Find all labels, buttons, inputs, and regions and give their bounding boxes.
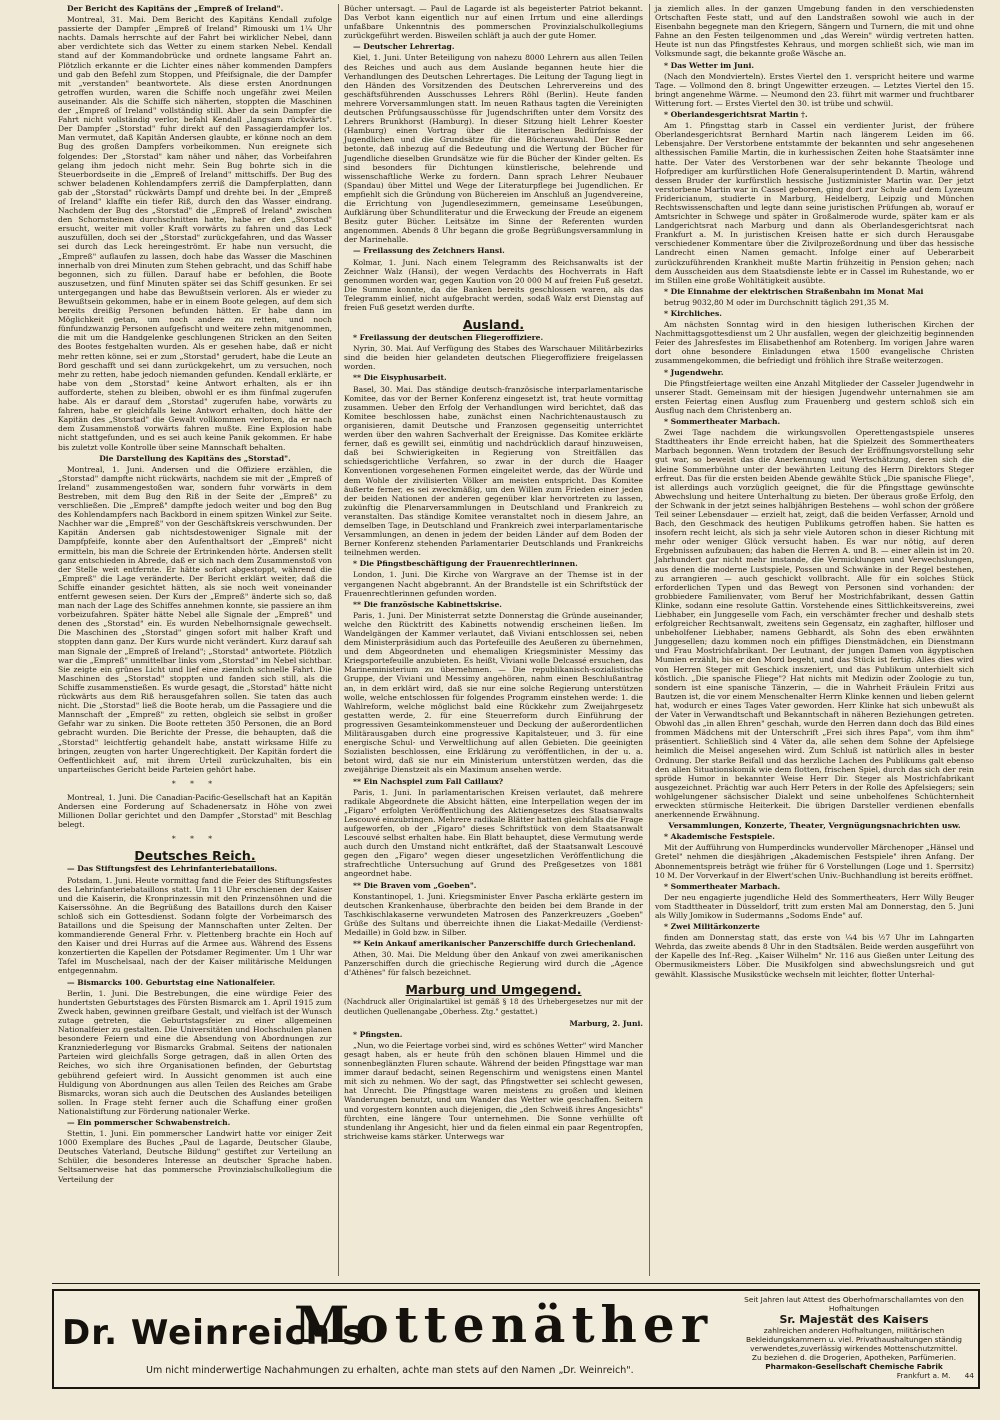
article-wetter: (Nach den Mondvierteln). Erstes Viertel den 1. verspricht heitere und warme Tage. — Vollmond den 8. bringt Ungewitter erzeugen. — Letztes Viertel den 15. bringt angenehme Wärme. — Neumond den 23. führt mit warmer und fruchtbarer Witterung fort. — Erstes Viertel den 30. ist trübe und schwül. [655,71,974,108]
article-jugendwehr: Die Pfingstfeiertage weilten eine Anzahl Mitglieder der Casseler Jugendwehr in unserer Stadt. Gemeinsam mit der hiesigen Jugendwehr unternahmen sie am ersten Feiertag einen Ausflug zum Frauenberg und gestern schloß sich ein Ausflug nach dem Christenberg an. [655,378,974,415]
headline-martin: * Oberlandesgerichtsrat Martin †. [664,110,808,120]
headline-panzerschiffe: ** Kein Ankauf amerikanischer Panzerschiffe durch Griechenland. [353,939,636,949]
headline-wetter: * Das Wetter im Juni. [664,60,754,70]
headline-goeben: ** Die Braven vom „Goeben". [353,880,477,890]
article-pfingsten-continued: ja ziemlich alles. In der ganzen Umgebung fanden in den verschiedensten Ortschaften Feste statt, und auf den Landstraßen sowohl wie auch in der Eisenbahn begegnete man den Kriegern, Sängern und Turnern, die mit und ohne Fahne an den Festen teilgenommen und „das Werein" würdig vertreten hatten. Heute ist nun das Pfingstfestes Kehraus, und morgen schließt sich, wie man im Volksmunde sagt, die bekannte große Wäsche an. [655,4,974,59]
ad-kaiser: Sr. Majestät des Kaisers [779,1313,929,1326]
column-right [649,0,980,1282]
article-bismarck: Berlin, 1. Juni. Die Bestrebungen, die eine würdige Feier des hundertsten Geburtstages des Fürsten Bismarck am 1. April 1915 zum Zweck haben, gewinnen greifbare Gestalt, und vielfach ist der Wunsch zutage getreten, die Geburtstagsfeier zu einer allgemeinen Nationalfeier zu gestalten. Die Universitäten und Hochschulen planen besondere Feiern und eine die Absendung von Abordnungen zur Kranzniederlegung vor Bismarcks Grabmal. Seitens der nationalen Parteien wird gleichfalls Sorge getragen, daß in allen Orten des Reiches, wo sich ihre Organisationen befinden, der Geburtstag gebührend gefeiert wird. In Aussicht genommen ist auch eine Huldigung von Abordnungen aus allen Teilen des Reiches am Grabe Bismarcks, woran sich auch die Deutschen des Auslandes beteiligen sollen. In Frage steht ferner auch die Schaffung einer großen Nationalstiftung zur Förderung nationaler Werke. [58,988,332,1116]
headline-sommertheater-2: * Sommertheater Marbach. [664,881,781,891]
reprint-note: (Nachdruck aller Originalartikel ist gemäß § 18 des Urhebergesetzes nur mit der deutlichen Quellenangabe „Oberhess. Ztg." gestattet.) [344,998,643,1016]
headline-militaerkonzerte: * Zwei Militärkonzerte [664,922,760,932]
ad-city-name: Frankfurt a. M. [896,1371,951,1380]
column-middle [338,0,649,1282]
ad-attest: Seit Jahren laut Attest des Oberhofmarschallamtes von den Hofhaltungen [744,1295,964,1313]
section-ausland: Ausland. [462,317,525,333]
article-hansi: Kolmar, 1. Juni. Nach einem Telegramm des Reichsanwalts ist der Zeichner Walz (Hansi), der wegen Verdachts des Hochverrats in Haft genommen worden war, gegen Kaution von 20 000 M auf freien Fuß gesetzt. Die Summe konnte, da die Banken bereits geschlossen waren, als das Telegramm einlief, nicht aufgebracht werden, sodaß Walz erst Dienstag auf freien Fuß gesetzt werden durfte. [344,257,643,312]
subsection-veranstaltungen: Versammlungen, Konzerte, Theater, Vergnügungsnachrichten usw. [668,821,961,831]
article-fliegeroffiziere: Nyrin, 30. Mai. Auf Verfügung des Stabes des Warschauer Militärbezirks sind die beiden hier gelandeten deutschen Fliegeroffiziere freigelassen worden. [344,344,643,372]
article-storstad: Montreal, 1. Juni. Andersen und die Offiziere erzählen, die „Storstad" dampfte nicht rückwärts, nachdem sie mit der „Empreß of Ireland" zusammengestoßen war, sondern fuhr vorwärts in dem Bestreben, mit dem Bug den Riß in der Seite der „Empreß" zu verschließen. Die „Empreß" dampfte jedoch weiter und bog den Bug des Kohlendampfers nach Backbord in einem spitzen Winkel zur Seite. Nachher war die „Empreß" von der Geschäftskreis verschwunden. Der Kapitän Andersen gab nichtsdestoweniger Signale mit der Dampfpfeife, konnte aber den Aufenthaltsort der „Empreß" nicht ermitteln, bis man die Schreie der Ertrinkenden hörte. Andersen stellt ganz entschieden in Abrede, daß er sich nach dem Zusammenstoß von der Stelle weit entfernte. Er hätte sofort abgestoppt, während die „Empreß" die Lage veränderte. Der Bericht erklärt weiter, daß die Schiffe einander gesichtet hätten, als sie noch weit voneinander entfernt gewesen seien. Der Kurs der „Empreß" änderte sich so, daß man nach der Lage des Schiffes annehmen konnte, sie passiere an ihm vorbeizufahren. Später hätte Nebel alle Signale der „Empreß" und denen des „Storstad" ein. Es wurden Nebelhornsignale gewechselt. Die Maschinen des „Storstad" gingen sofort mit halber Kraft und stoppten dann ganz. Der Kurs wurde nicht verändert. Kurz darauf sah man Signale der „Empreß of Ireland"; „Storstad" antwortete. Plötzlich war die „Empreß" unmittelbar links vom „Storstad" im Nebel sichtbar. Sie zeigte ein grünes Licht und lief eine ziemlich schnelle Fahrt. Die Maschinen des „Storstad" stoppten und fanden sich still, als die Schiffe zusammenstießen. Es wurde gesagt, die „Storstad" hätte nicht rückwärts aus dem Riß herausgefahren sollen. Sie taten das auch nicht. Die „Storstad" ließ die Boote herab, um die Passagiere und die Mannschaft der „Empreß" zu retten, obgleich sie selbst in großer Gefahr war zu sinken. Die Boote retteten 350 Personen, die an Bord gebracht wurden. Die Berichte der Presse, die behaupten, daß die „Storstad" leichtfertig gehandelt habe, anstatt wirksame Hilfe zu bringen, zeugten von harter Ungerechtigkeit. Der Kapitän fordert die Oeffentlichkeit auf, mit ihrem Urteil zurückzuhalten, bis ein unparteiisches Gericht beide Parteien gehört habe. [58,464,332,774]
article-lagarde-continued: Bücher untersagt. — Paul de Lagarde ist als begeisterter Patriot bekannt. Das Verbot kann eigentlich nur auf einen Irrtum und eine allerdings unfaßbare Unkenntnis des pommerschen Provinzialschulkollegiums zurückgeführt werden. Bisweilen schläft ja auch der gute Homer. [344,4,643,41]
ad-right-block [734,1295,974,1380]
article-schwabenstreich: Stettin, 1. Juni. Ein pommerscher Landwirt hatte vor einiger Zeit 1000 Exemplare des Buches „Paul de Lagarde, Deutscher Glaube, Deutsches Vaterland, Deutsche Bildung" gestiftet zur Verteilung an Schüler, die besonderes Interesse an deutscher Sprache haben. Seltsamerweise hat das pommersche Provinzialschulkollegium die Verteilung der [58,1129,332,1184]
article-stiftungsfest: Potsdam, 1. Juni. Heute vormittag fand die Feier des Stiftungsfestes des Lehrinfanteriebataillons statt. Um 11 Uhr erschienen der Kaiser und die Kaiserin, die Kronprinzessin mit den Prinzensöhnen und die Kaiserssöhne. An die Begrüßung des Bataillons durch den Kaiser schloß sich ein Gottesdienst. Sodann folgte der Vorbeimarsch des Bataillons und die Speisung der Mannschaften unter Zelten. Der kommandierende General Frhr. v. Plettenberg brachte ein Hoch auf den Kaiser und drei Hurras auf die Armee aus. Während des Essens konzertierten die Kapellen der Potsdamer Regimenter. Um 1 Uhr war Tafel im Muschelsaal, nach der der Kaiser militärische Meldungen entgegennahm. [58,875,332,976]
column-left [52,0,338,1282]
headline-sommertheater: * Sommertheater Marbach. [664,417,781,427]
headline-strassenbahn: * Die Einnahme der elektrischen Straßenbahn im Monat Mai [664,286,924,296]
ad-warning-text: Um nicht minderwertige Nachahmungen zu erhalten, achte man stets auf den Namen „Dr. Weinreich". [146,1365,634,1376]
headline-caillaux: ** Ein Nachspiel zum Fall Caillaux? [353,776,504,786]
ad-brand-name: Dr. Weinreich's [62,1313,364,1353]
article-kapitaen-bericht: Montreal, 31. Mai. Dem Bericht des Kapitäns Kendall zufolge passierte der Dampfer „Empreß of Ireland" Rimouski um 1¼ Uhr nachts. Damals herrschte auf der Fahrt bei wirklicher Nebel, dann aber verdichtete sich das Wetter zu einem starken Nebel. Kendall stand auf der Kommandobrücke und ordnete langsame Fahrt an. Plötzlich erkannte er die Lichter eines näher kommenden Dampfers und gab den Befehl zum Stoppen, und Pfeifsignale, die der Dampfer mit „verstanden" beantwortete. Als diese ersten Anordnungen getroffen wurden, waren die Schiffe noch ungefähr zwei Meilen auseinander. Als die Schiffe sich näherten, stoppten die Maschinen der „Empreß of Ireland" vollständig still. Aber da sein Dampfer die Fahrt nicht vollständig verlor, befahl Kendall „langsam rückwärts". Der Dampfer „Storstad" fuhr direkt auf den Passagierdampfer los. Man vermutet, daß Kapitän Andersen glaubte, er könne noch an dem Bug des großen Dampfers vorbeikommen. Nun ereignete sich folgendes: Der „Storstad" kam näher und näher, das Vorbeifahren gelang ihm jedoch nicht mehr. Sein Bug bohrte sich in die Steuerbordseite in die „Empreß of Ireland" mittschiffs. Der Bug des schwer beladenen Kohlendampfers zerriß die Dampferplatten, dann gab der „Storstad" rückwärts Dampf und drehte bei. In der „Empreß of Ireland" klaffte ein tiefer Riß, durch den das Wasser eindrang. Nachdem der Bug des „Storstad" die „Empreß of Ireland" zwischen den Schornsteinen durchschnitten hatte, habe er den „Storstad" ersucht, weiter mit voller Kraft vorwärts zu fahren und das Leck auszufüllen, doch sei der „Storstad" zurückgefahren, und das Wasser sei durch das Leck hereingeströmt. Er habe nun versucht, die „Empreß" auflaufen zu lassen, doch habe das Wasser die Maschinen innerhalb von drei Minuten zum Stehen gebracht, und das Schiff habe begonnen, sich zu füllen. Darauf habe er befohlen, die Boote auszusetzen, und fünf Minuten später sei das Schiff gesunken. Er sei untergegangen und habe das Bewußtsein verloren. Als er wieder zu Bewußtsein gekommen, habe er in einem Boote gelegen, auf dem sich bereits dreißig Personen befunden hätten. Er habe dann im Möglichkeit getan, um noch andere zu retten, und noch fünfundzwanzig Personen aufgefischt und weitere zehn mitgenommen, die mit um die Handgelenke geschlungenen Stricken an den Seiten des Bootes festgehalten wurden. Als er gesehen habe, daß er nicht mehr retten könne, sei er zum „Storstad" gerudert, habe die Leute an Bord geschafft und sei dann zurückgekehrt, um zu versuchen, noch mehr zu retten, habe jedoch niemanden gefunden. Kendall erklärte, er habe von dem „Storstad" keine Antwort erhalten, als er ihn aufforderte, stehen zu bleiben, obwohl er es ihm fünfmal zugerufen habe. Als er darauf dem „Storstad" zugerufen habe, vorwärts zu fahren, habe er gleichfalls keine Antwort erhalten, doch hätte der Kapitän des „Storstad" die Gewalt vollkommen verloren, da er nach dem Zusammenstoß vorwärts fahren mußte. Eine Explosion habe nicht stattgefunden, und es sei auch keine Panik gekommen. Er habe bis zuletzt volle Kontrolle über seine Mannschaft behalten. [58,15,332,452]
ad-city [734,1371,974,1380]
ad-product-name: Mottenäther [294,1295,714,1354]
article-caillaux: Paris, 1. Juni. In parlamentarischen Kreisen verlautet, daß mehrere radikale Abgeordnete die Absicht hätten, eine Interpellation wegen der im „Figaro" erfolgten Veröffentlichung des Aktiengesetzes des Staatsanwalts Lescouvé einzubringen. Mehrere radikale Blätter hatten gleichfalls die Frage aufgeworfen, ob der „Figaro" dieses Schriftstück von dem Staatsanwalt Lescouvé selbst erhalten habe. Ein Blatt behauptet, diese Vermutung werde auch durch den Umstand nicht entkräftet, daß der Staatsanwalt Lescouvé gegen den „Figaro" wegen dieser ungesetzlichen Veröffentlichung die strafrechtliche Untersuchung auf Grund des Preßgesetzes von 1881 angeordnet habe. [344,787,644,879]
ad-retailers: Zu beziehen d. die Drogerien, Apotheken, Parfümerien. [751,1353,957,1362]
headline-stiftungsfest: — Das Stiftungsfest des Lehrinfanteriebataillons. [67,864,278,874]
headline-kapitaen-bericht: Der Bericht des Kapitäns der „Empreß of Ireland". [67,4,284,13]
headline-hansi: — Freilassung des Zeichners Hansi. [353,246,505,256]
article-militaerkonzerte: finden am Donnerstag statt, das erste von ¼4 bis ½7 Uhr im Lahngarten Wehrda, das zweite abends 8 Uhr in den Stadtsälen. Beide werden ausgeführt von der Kapelle des Inf.-Reg. „Kaiser Wilhelm" Nr. 116 aus Gießen unter Leitung des Obermusikmeisters Löber. Die Musikfolgen sind abwechslungsreich und gut gewählt. Klassische Musikstücke wechseln mit leichter, flotter Unterhal- [655,933,974,979]
article-canadian-pacific: Montreal, 1. Juni. Die Canadian-Pacific-Gesellschaft hat an Kapitän Andersen eine Forderung auf Schadenersatz in Höhe von zwei Millionen Dollar gerichtet und den Dampfer „Storstad" mit Beschlag belegt. [58,792,332,830]
headline-lehrertag: — Deutscher Lehrertag. [353,42,455,52]
headline-bismarck: — Bismarcks 100. Geburtstag eine Nationalfeier. [67,977,276,987]
section-marburg: Marburg und Umgegend. [405,982,582,998]
article-goeben: Konstantinopel, 1. Juni. Kriegsminister Enver Pascha erklärte gestern im deutschen Krankenhause, überbrachte den beiden bei dem Brande in der Taschkischlakaserne verwundeten Matrosen des Panzerkreuzers „Goeben" Grüße des Sultans und überreichte ihnen die Liakat-Medaille (Verdienst-Medaille) in Gold bzw. in Silber. [344,891,643,937]
article-festspiele: Mit der Aufführung von Humperdincks wundervoller Märchenoper „Hänsel und Gretel" nehmen die diesjährigen „Akademischen Festspiele" ihren Anfang. Der Abonnementspreis beträgt wie früher für 6 Vorstellungen (Loge und 1. Sperrsitz) 10 M. Der Vorverkauf in der Elwert'schen Univ.-Buchhandlung ist bereits eröffnet. [655,843,974,880]
ad-company: Pharmakon-Gesellschaft Chemische Fabrik [765,1362,943,1371]
article-sisyphusarbeit: Basel, 30. Mai. Das ständige deutsch-französische interparlamentarische Komitee, das vor der Berner Konferenz eingesetzt ist, trat heute vormittag zusammen. Ueber den Erfolg der Verhandlungen wird berichtet, daß das Komitee beschlossen habe, zunächst einen Nachrichtenaustausch zu organisieren, damit Deutsche und Franzosen gegenseitig unterrichtet werden über den wahren Sachverhalt der Ereignisse. Das Komitee erklärte ferner, daß es gewillt sei, einmütig und nachdrücklich darauf hinzuweisen, daß bei Schwierigkeiten in Regierung von Streitfällen das schiedsgerichtliche Verfahren, so zwar in der durch die Haager Konventionen vorgesehenen Formen eingeleitet werde, das der Würde und dem Wohle der zivilisierten Völker am meisten entspricht. Das Komitee äußerte ferner, es sei zweckmäßig, um den Willen zum Frieden einer jeden der beiden Nationen der anderen gegenüber klar hervortreten zu lassen, zukünftig die Plenarversammlungen in Deutschland und Frankreich zu veranstalten. Das ständige Komitee veranstaltet noch in diesem Jahre, an demselben Tage, in Deutschland und Frankreich zwei interparlamentarische Versammlungen, an denen in jedem der beiden Länder auf dem Boden der Berner Konferenz stehenden Parlamentarier Deutschlands und Frankreichs teilnehmen werden. [344,384,643,558]
headline-festspiele: * Akademische Festspiele. [664,832,775,842]
ad-usage: zahlreichen anderen Hofhaltungen, militärischen Bekleidungskammern u. viel. Privathaushaltungen ständig verwendetes,zuverlässig wirkendes Mottenschutzmittel. [746,1326,962,1353]
dateline-marburg: Marburg, 2. Juni. [569,1018,643,1028]
headline-sisyphusarbeit: ** Die Eisyphusarbeit. [353,373,447,383]
article-frauenrechtlerinnen: London, 1. Juni. Die Kirche von Wargrave an der Themse ist in der vergangenen Nacht abgebrannt. An der Brandstelle ist ein Schriftstück der Frauenrechtlerinnen gefunden worden. [344,570,643,598]
article-kabinettskrise: Paris, 1. Juni. Der Ministerrat setzte Donnerstag die Gründe auseinander, welche den Rücktritt des Kabinetts notwendig erscheinen ließen. Im Wandelgängen der Kammer verlautet, daß Viviani entschlossen sei, neben dem Ministerpräsidium auch das Portefeuille des Aeußeren zu übernehmen, und dem Abgeordneten und ehemaligen Kriegsminister Messimy das Kriegsportefeuille anzubieten. Es heißt, Viviani wolle Delcassé ersuchen, das Marineministerium zu übernehmen. — Die republikanisch-sozialistische Gruppe, der Viviani und Messimy angehören, nahm einen Beschlußantrag an, in dem erklärt wird, daß sie nur eine solche Regierung unterstützen wolle, welche entschlossen für folgendes Programm einstehen werde: 1. die Wahlreform, welche möglichst bald eine Rückkehr zum Zweijahrgesetz gestatten werde, 2. für eine Steuerreform durch Einführung der progressiven Gesamteinkommensteuer und Deckung der außerordentlichen Militärausgaben durch eine progressive Kapitalsteuer, und 3. für eine energische Schul- und Verweltlichung auf allen Gebieten. Die geeinigten Sozialisten beschlossen, eine Erklärung zu veröffentlichen, in der u. a. betont wird, daß sie nur ein Ministerium unterstützen werden, das die zweijährige Dienstzeit als ein Maximum ansehen werde. [344,610,643,775]
article-martin: Am 1. Pfingsttag starb in Cassel ein verdienter Jurist, der frühere Oberlandesgerichtsrat Bernhard Martin nach längerem Leiden im 66. Lebensjahre. Der Verstorbene entstammte der bekannten und sehr angesehenen althessischen Familie Martin, die in kurhessischen Zeiten hohe Staatsämter inne hatte. Der Vater des Verstorbenen war der sehr bekannte Theologe und Hofprediger am kurfürstlichen Hofe Generalsuperintendent D. Martin, während dessen Bruder der kurfürstlich hessische Justizminister Martin war. Der jetzt verstorbene Martin war in Cassel geboren, ging dort zur Schule auf dem Lyzeum Fridericianum, studierte in Marburg, Heidelberg, Leipzig und München Rechtswissenschaften und legte dann seine juristischen Prüfungen ab, worauf er Amtsrichter in Schwege und später in Großalmerode wurde, später kam er als Landgerichtsrat nach Marburg und dann als Oberlandesgerichtsrat nach Frankfurt a. M. In juristischen Kreisen hatte er sich durch Herausgabe verschiedener Kommentare über die Zivilprozeßordnung und über das hessische Landrecht einen Namen gemacht. Infolge einer auf Ueberarbeit zurückzuführenden Krankheit mußte Martin frühzeitig in Pension gehen; nach dem Ausscheiden aus dem Staatsdienste lebte er in Cassel im Ruhestande, wo er im Stillen eine große Wohltätigkeit ausübte. [655,121,974,285]
article-panzerschiffe: Athen, 30. Mai. Die Meldung über den Ankauf von zwei amerikanischen Panzerschiffen durch die griechische Regierung wird durch die „Agence d'Athènes" für falsch bezeichnet. [344,950,643,978]
headline-jugendwehr: * Jugendwehr. [664,367,724,377]
headline-storstad: Die Darstellung des Kapitäns des „Storstad". [99,453,291,463]
separator-stars: * * * [171,778,219,788]
headline-frauenrechtlerinnen: * Die Pfingstbeschäftigung der Frauenrechtlerinnen. [353,559,578,569]
section-deutsches-reich: Deutsches Reich. [134,848,256,864]
article-sommertheater-2: Der neu engagierte jugendliche Held des Sommertheaters, Herr Willy Beuger vom Stadttheater in Düsseldorf, tritt zum ersten Mal am Donnerstag, den 5. Juni als Willy Jomikow in Sudermanns „Sodoms Ende" auf. [655,892,974,920]
headline-kabinettskrise: ** Die französische Kabinettskrise. [353,599,502,609]
article-pfingsten: „Nun, wo die Feiertage vorbei sind, wird es schönes Wetter" wird Mancher gesagt haben, als er heute früh den schönen blauen Himmel und die sonnenbeglänzten Fluren schaute. Während der beiden Pfingsttage war man immer darauf bedacht, seinen Regenschirm und wenigstens einen Mantel mit sich zu nehmen. Wo der sagt, das Pfingstwetter sei schlecht gewesen, hat Unrecht. Die Pfingsttage waren meistens zu großen und kleinen Wanderungen benutzt, und um Wander das Wetter wie geschaffen. Seitern und vorgestern konnten auch diejenigen, die „den Schweiß ihres Angesichts" fürchten, eine längere Tour unternehmen. Die Sonne verhüllte oft stundenlang ihr Angesicht, hier und da fielen einmal ein paar Regentropfen, strichweise kams stärker. Unterwegs war [344,1040,643,1141]
ad-number: 44 [964,1371,974,1380]
ad-divider [52,1283,980,1284]
headline-schwabenstreich: — Ein pommerscher Schwabenstreich. [67,1117,231,1127]
headline-kirchliches: * Kirchliches. [664,309,722,318]
article-lehrertag: Kiel, 1. Juni. Unter Beteiligung von nahezu 8000 Lehrern aus allen Teilen des Reiches und auch aus dem Auslande begannen heute hier die Verhandlungen des Deutschen Lehrertages. Die Leitung der Tagung liegt in den Händen des Vorsitzenden des Deutschen Lehrervereins und des geschäftsführenden Ausschusses Lehrers Röhl (Berlin). Heute fanden mehrere Vorversammlungen statt. Im neuen Rathaus tagten die Vereinigten deutschen Prüfungsausschüsse für Jugendschriften unter dem Vorsitz des Lehrers Brunkhorst (Hamburg). In dieser Sitzung hielt Lehrer Koester (Hamburg) einen Vortrag über die literarischen Bedürfnisse der Jugendlichen und die Grundsätze für die Bücherauswahl. Der Redner betonte, daß inbezug auf die Bedeutung und die Wertung der Bücher für Jugendliche dieselben Grundsätze wie für die Bücher der Kinder gelten. Es sind besonders für Dichtungen künstlerische, belehrende und wissenschaftliche Werke zu fordern. Dann sprach Lehrer Neubauer (Spandau) über Mittel und Wege der Literaturpflege bei Jugendlichen. Er empfiehlt sich die Gründung von Büchereien im Anschluß an Jugendvereine, die Errichtung von Jugendlesezimmern, gemeinsame Leseübungen, Aufklärung über Schundliteratur und die Erweckung der Freude an eigenem Besitz guter Bücher. Leitsätze im Sinne der Referenten wurden angenommen. Abends 8 Uhr begann die große Begrüßungsversammlung in der Marinehalle. [344,53,643,245]
advertisement-mottenaether [52,1289,980,1389]
article-sommertheater: Zwei Tage nachdem die wirkungsvollen Operettengastspiele unseres Stadttheaters ihr Ende erreicht haben, hat die Spielzeit des Sommertheaters Marbach begonnen. Wenn trotzdem der Besuch der Eröffnungsvorstellung sehr gut war, so beweist das die Anerkennung und Wertschätzung, deren sich die kleine Sommerbühne unter der bewährten Leitung des Herrn Direktors Steger erfreut. Das für die ersten beiden Abende gewählte Stück „Die spanische Fliege", ist allerdings auch vorzüglich geeignet, die für die Pfingsttage gewünschte Abwechslung und heitere Unterhaltung zu bieten. Der überaus große Erfolg, den der Schwank in der jetzt seines halbjährigen Bestehens — wohl schon der größere Teil seiner Lebensdauer — erzielt hat, zeigt, daß die beiden Verfasser, Arnold und Bach, den Geschmack des heutigen Publikums getroffen haben. Sie hatten es insofern recht leicht, als sich ja sehr viele Autoren schon in dieser Richtung mit mehr oder weniger Glück versucht haben. Es war nur nötig, auf deren Ergebnissen aufzubauen; das haben die Herren A. und B. — einer allein ist im 20. Jahrhundert gar nicht mehr imstande, die Vermicklungen und Verwechslungen, aus denen die moderne Lustspiele, Possen und Schwänke in der Regel bestehen, zu arrangieren — auch geschickt vollbracht. Alle für ein solches Stück erforderlichen Typen und das Bewegt von Personen sind vorhanden: der grobbiedere Familienvater, vom Beruf her Mostrichfabrikant, dessen Gattin Klinke, sodann eine resolute Gattin. Vorstehende eines Sittlichkeitsvereins, zwei Liebhaber, ein Junggeselle vom Fach, ein verschämter frecher und deshalb stets erfolgreicher Rechtsanwalt, zweitens sein Gegensatz, ein zaghafter, hilfloser und unbeholfener Liebhaber, namens Gebhardt, als Sohn des eben erwähnten Junggesellen; dazu kommen noch ein pfiffiges Dienstmädchen, ein Dienstmann und Frau Mostrichfabrikant. Der Leutnant, der jungen Damen von ägyptischen Mumien erzählt, bis er den Mord begeht, und das Stück ist fertig. Alles dies wird von Herren Steger mit Geschick inszeniert, und das Publikum unterhielt sich köstlich. „Die spanische Fliege"? Hat nichts mit Medizin oder Zoologie zu tun, sondern ist eine spanische Tänzerin, — die in Wahrheit Fräulein Fritzi aus Bautzen ist, die vor einem Menschenalter Herrn Klinke kennen und lieben gelernt hat, wodurch er eines Tages Vater geworden. Herr Klinke hat sich unbewußt als der Vater in Verwandtschaft und Bekanntschaft in näheren Beziehungen getreten. Obwohl das „in allen Ehren" geschah, wurde den Herren dann doch das Bild eines frommen Mädchens mit der Unterschrift „Frei sich ihres Papa", vom ihm ihm" präsentiert. Schließlich sind 4 Väter da, alle sehen dem Sohne der Apfelsiege heimlich die Meisel angesehen wird. Zum Schluß ist natürlich alles in bester Ordnung. Der starke Beifall und das herzliche Lachen des Publikums galt ebenso den allen Situationskomik wie dem flotten, frischen Spiel, durch das sich der rein spröde Humor in bekannter Weise Herr Dir. Steger als Mostrichfabrikant ausgezeichnet. Prächtig war auch Herr Peters in der Rolle des Apfelsiegers; sein wohlgelungener sächsischer Dialekt und seine unbeholfenes Schüchternheit erweckten stürmische Heiterkeit. Die übrigen Darsteller verdienen ebenfalls anerkennende Erwähnung. [655,428,974,820]
headline-fliegeroffiziere: * Freilassung der deutschen Fliegeroffiziere. [353,333,544,343]
headline-pfingsten: * Pfingsten. [353,1029,403,1039]
article-kirchliches: Am nächsten Sonntag wird in den hiesigen lutherischen Kirchen der Nachmittagsgottesdienst um 2 Uhr ausfallen, wegen der gleichzeitig beginnenden Feier des Jahresfestes im Elisabethenhof am Rotenberg. Im vorigen Jahre waren dort ohne besondere Einladungen etwa 1500 evangelische Christen zusammengekommen, die befriedigt und fröhlich ihre Straße weiterzogen. [655,320,974,366]
article-strassenbahn: betrug 9032,80 M oder im Durchschnitt täglich 291,35 M. [664,297,889,307]
separator-stars: * * * [171,834,219,844]
